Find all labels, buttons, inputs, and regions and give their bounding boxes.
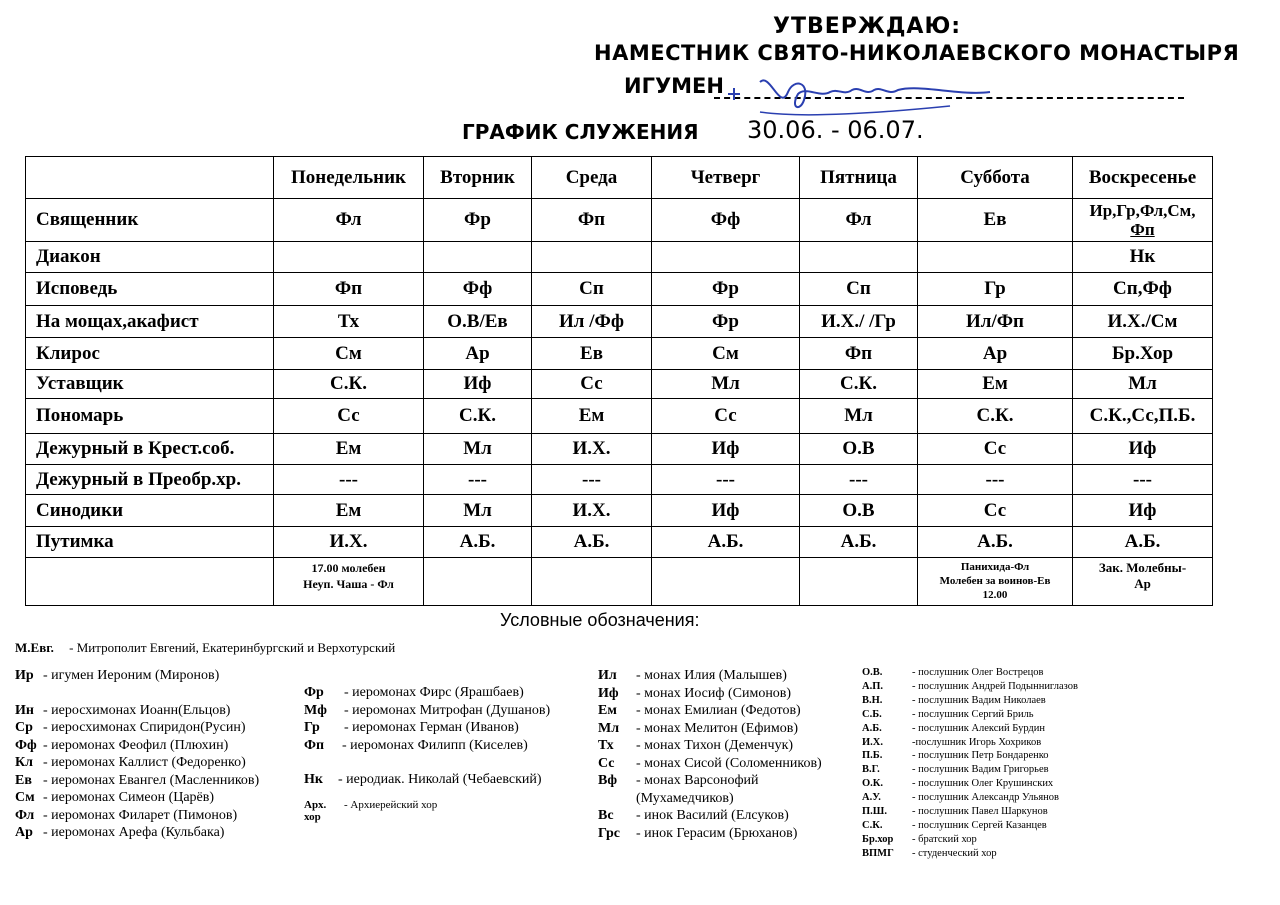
day-header: Вторник (424, 157, 532, 199)
legend-desc: - братский хор (912, 833, 977, 845)
table-cell (652, 242, 800, 273)
legend-desc: - послушник Сергий Бриль (912, 708, 1034, 720)
legend-desc: - послушник Павел Шаркунов (912, 806, 1048, 818)
legend-desc: - послушник Вадим Григорьев (912, 764, 1049, 776)
table-cell: Сс (918, 434, 1073, 465)
table-cell: И.Х./См (1073, 306, 1213, 338)
legend-item (15, 772, 259, 790)
schedule-title (462, 116, 924, 144)
legend-abbr: А.Б. (862, 722, 882, 734)
legend-desc: - иеромонах Фирс (Ярашбаев) (344, 685, 524, 700)
legend-desc: - монах Тихон (Деменчук) (636, 738, 794, 753)
legend-abbr: Тх (598, 738, 614, 753)
table-cell: О.В (800, 434, 918, 465)
legend-item (598, 685, 822, 703)
schedule-table (25, 156, 1213, 606)
legend-title: Условные обозначения: (500, 610, 700, 630)
table-row (26, 527, 1213, 558)
legend-abbr: ВПМГ (862, 847, 894, 859)
table-cell: См (652, 338, 800, 370)
legend-item (304, 702, 550, 720)
table-cell: Бр.Хор (1073, 338, 1213, 370)
table-notes-row (26, 558, 1213, 606)
legend-item (862, 666, 1078, 680)
row-label: Дежурный в Крест.соб. (26, 434, 274, 465)
legend-abbr: Сс (598, 755, 615, 771)
table-cell: Иф (652, 495, 800, 527)
legend-abbr: Иф (598, 685, 619, 701)
note-line: 12.00 (982, 589, 1008, 601)
legend-desc: - послушник Вадим Николаев (912, 694, 1046, 706)
legend-abbr: Нк (304, 772, 323, 787)
table-cell: Мл (1073, 370, 1213, 399)
legend-desc: - послушник Александр Ульянов (912, 792, 1059, 804)
table-row (26, 434, 1213, 465)
legend-item (598, 667, 822, 685)
table-cell: Иф (652, 434, 800, 465)
legend-desc: - иеромонах Митрофан (Душанов) (344, 702, 551, 718)
legend-item (15, 789, 259, 807)
table-cell: --- (1073, 465, 1213, 495)
table-cell: Фп (532, 199, 652, 242)
table-cell: См (274, 338, 424, 370)
legend-item (862, 847, 1078, 861)
table-cell: Сп (800, 273, 918, 306)
table-cell: Фр (652, 306, 800, 338)
legend-item (862, 763, 1078, 777)
row-label: На мощах,акафист (26, 306, 274, 338)
legend-abbr: Гр (304, 720, 320, 735)
table-cell: О.В (800, 495, 918, 527)
legend-desc: - послушник Петр Бондаренко (912, 750, 1049, 762)
legend-abbr: А.П. (862, 680, 883, 692)
table-cell: С.К. (800, 370, 918, 399)
legend-abbr: И.Х. (862, 736, 883, 748)
legend-desc: - монах Мелитон (Ефимов) (636, 720, 799, 736)
legend-desc: - иеромонах Филипп (Киселев) (342, 737, 528, 753)
legend-desc: - послушник Сергей Казанцев (912, 819, 1047, 831)
legend-abbr: Вф (598, 773, 618, 788)
legend-item (15, 737, 259, 755)
legend-abbr: См (15, 790, 35, 805)
legend-item (862, 833, 1078, 847)
legend-abbr: Кл (15, 755, 34, 770)
table-cell (532, 242, 652, 273)
table-cell: Тх (274, 306, 424, 338)
day-header: Четверг (652, 157, 800, 199)
legend-desc: - монах Варсонофий (636, 773, 759, 788)
table-cell: С.К. (424, 399, 532, 434)
legend-abbr: Ар (15, 825, 33, 840)
table-cell: Сс (918, 495, 1073, 527)
legend-item (862, 708, 1078, 722)
table-cell: Мл (424, 495, 532, 527)
legend-abbr: В.Н. (862, 694, 883, 706)
legend-abbr: М.Евг. (15, 640, 54, 655)
legend-abbr: Грс (598, 825, 621, 841)
table-cell: И.Х. (532, 495, 652, 527)
legend-abbr (598, 790, 636, 808)
legend-abbr-line: Арх. (304, 798, 327, 811)
legend-desc: - инок Герасим (Брюханов) (636, 825, 798, 841)
legend-abbr-line: хор (304, 810, 321, 823)
legend-metropolitan (15, 640, 395, 656)
table-cell: Ар (918, 338, 1073, 370)
legend-item (862, 805, 1078, 819)
note-line: Панихида-Фл (960, 561, 1030, 573)
legend-abbr: О.К. (862, 778, 884, 790)
table-cell: --- (532, 465, 652, 495)
legend-desc: - монах Илия (Малышев) (636, 668, 787, 683)
table-cell: И.Х./ /Гр (800, 306, 918, 338)
legend-abbr: Ир (15, 668, 34, 683)
table-cell: Нк (1073, 242, 1213, 273)
notes-empty-cell (800, 558, 918, 606)
legend-desc: - Архиерейский хор (344, 798, 438, 811)
table-cell: Мл (800, 399, 918, 434)
table-cell: Мл (424, 434, 532, 465)
saturday-note (918, 558, 1073, 606)
legend-desc: - послушник Андрей Подынниглазов (912, 680, 1078, 692)
table-cell: Ем (918, 370, 1073, 399)
table-row (26, 273, 1213, 306)
table-cell: Сс (532, 370, 652, 399)
legend-desc: - иеромонах Герман (Иванов) (344, 720, 519, 735)
legend-item (15, 719, 259, 737)
table-cell: А.Б. (424, 527, 532, 558)
table-cell (274, 242, 424, 273)
table-cell (424, 242, 532, 273)
legend-item (304, 684, 550, 702)
legend-item (862, 694, 1078, 708)
table-cell: Иф (424, 370, 532, 399)
legend-item (598, 702, 822, 720)
table-cell: Фл (800, 199, 918, 242)
legend-item (862, 749, 1078, 763)
approval-rank: ИГУМЕН (624, 74, 724, 98)
table-row (26, 338, 1213, 370)
table-cell: Сп,Фф (1073, 273, 1213, 306)
legend-abbr: Вс (598, 808, 614, 823)
legend-item (862, 722, 1078, 736)
legend-item (862, 819, 1078, 833)
table-cell: --- (918, 465, 1073, 495)
legend-desc: (Мухамедчиков) (636, 790, 734, 806)
table-cell: Ар (424, 338, 532, 370)
legend-desc: - послушник Олег Вострецов (912, 667, 1044, 678)
legend-abbr: С.К. (862, 819, 883, 831)
legend-abbr: Ср (15, 720, 33, 735)
legend-item (304, 737, 550, 755)
legend-item (862, 680, 1078, 694)
table-cell: А.Б. (918, 527, 1073, 558)
legend-item (598, 772, 822, 790)
table-row (26, 495, 1213, 527)
table-cell: С.К. (274, 370, 424, 399)
table-cell: Ил /Фф (532, 306, 652, 338)
legend-abbr: О.В. (862, 667, 883, 678)
table-cell: И.Х. (274, 527, 424, 558)
legend-item (598, 737, 822, 755)
table-cell: Фл (274, 199, 424, 242)
table-cell: А.Б. (532, 527, 652, 558)
row-label: Путимка (26, 527, 274, 558)
table-row (26, 370, 1213, 399)
legend-desc: - монах Емилиан (Федотов) (636, 703, 801, 718)
note-line: 17.00 молебен (311, 561, 386, 575)
table-cell-line: Фп (1130, 220, 1155, 239)
table-cell: --- (274, 465, 424, 495)
legend-desc: - иеромонах Арефа (Кульбака) (43, 825, 225, 840)
row-label: Клирос (26, 338, 274, 370)
schedule-period: 30.06. - 06.07. (747, 116, 924, 144)
legend-abbr: Ем (598, 703, 617, 718)
legend-abbr: Фп (304, 737, 325, 753)
table-cell: --- (424, 465, 532, 495)
table-cell: О.В/Ев (424, 306, 532, 338)
legend-desc: - Митрополит Евгений, Екатеринбургский и Верхотурский (69, 640, 396, 655)
table-row (26, 306, 1213, 338)
table-cell: Фр (424, 199, 532, 242)
notes-empty-cell (424, 558, 532, 606)
legend-desc: - студенческий хор (912, 847, 997, 859)
legend-column-1 (15, 667, 259, 842)
table-row (26, 399, 1213, 434)
table-cell: Фф (424, 273, 532, 306)
legend-abbr: Ил (598, 668, 617, 683)
table-cell: Фп (800, 338, 918, 370)
legend-item (598, 755, 822, 773)
table-cell: --- (652, 465, 800, 495)
note-line: Неуп. Чаша - Фл (303, 577, 394, 591)
legend-item (15, 702, 259, 720)
legend-desc: - иеросхимонах Спиридон(Русин) (43, 720, 246, 735)
legend-desc: - иеромонах Феофил (Плюхин) (43, 737, 229, 753)
legend-item (304, 799, 550, 823)
notes-empty-cell (652, 558, 800, 606)
table-row (26, 242, 1213, 273)
table-cell-line: Ир,Гр,Фл,См, (1089, 201, 1196, 220)
row-label: Диакон (26, 242, 274, 273)
table-cell: Фп (274, 273, 424, 306)
legend-column-4 (862, 666, 1078, 861)
table-cell: А.Б. (652, 527, 800, 558)
legend-abbr: С.Б. (862, 708, 882, 720)
table-cell (800, 242, 918, 273)
legend-item (15, 807, 259, 825)
table-cell: Сп (532, 273, 652, 306)
legend-abbr: П.Б. (862, 750, 883, 762)
table-cell: Ем (532, 399, 652, 434)
table-cell: С.К. (918, 399, 1073, 434)
table-row (26, 465, 1213, 495)
legend-abbr: Ин (15, 702, 34, 718)
note-line: Молебен за воинов-Ев (939, 575, 1051, 587)
legend-desc: - послушник Олег Крушинских (912, 778, 1054, 790)
sunday-note (1073, 558, 1213, 606)
legend-item (598, 790, 822, 808)
table-cell: --- (800, 465, 918, 495)
legend-item (598, 807, 822, 825)
day-header: Воскресенье (1073, 157, 1213, 199)
legend-desc: - послушник Алексий Бурдин (912, 722, 1046, 734)
notes-empty-cell (532, 558, 652, 606)
legend-item (15, 667, 259, 685)
row-label: Исповедь (26, 273, 274, 306)
legend-desc: - иеромонах Евангел (Масленников) (43, 772, 260, 788)
legend-item (598, 720, 822, 738)
table-header-row (26, 157, 1213, 199)
signature-icon (720, 62, 1000, 122)
legend-desc: - игумен Иероним (Миронов) (43, 668, 220, 683)
day-header: Среда (532, 157, 652, 199)
legend-item (862, 777, 1078, 791)
legend-desc: - иеродиак. Николай (Чебаевский) (338, 772, 542, 787)
schedule-title-label: ГРАФИК СЛУЖЕНИЯ (462, 120, 699, 144)
legend-desc: -послушник Игорь Хохриков (912, 736, 1042, 748)
table-cell: Ев (918, 199, 1073, 242)
legend-desc: - инок Василий (Елсуков) (636, 808, 789, 823)
legend-abbr: Ев (15, 772, 32, 788)
day-header: Пятница (800, 157, 918, 199)
table-cell: Иф (1073, 434, 1213, 465)
legend-abbr: Мф (304, 702, 327, 718)
legend-desc: - иеромонах Каллист (Федоренко) (43, 755, 246, 770)
monday-note (274, 558, 424, 606)
approval-position: НАМЕСТНИК СВЯТО-НИКОЛАЕВСКОГО МОНАСТЫРЯ (594, 41, 1240, 65)
legend-desc: - монах Иосиф (Симонов) (636, 685, 792, 701)
header-empty-cell (26, 157, 274, 199)
table-cell: Фр (652, 273, 800, 306)
table-cell: С.К.,Сс,П.Б. (1073, 399, 1213, 434)
table-cell: Ем (274, 434, 424, 465)
legend-abbr: Фр (304, 685, 324, 700)
legend-item (304, 719, 550, 737)
legend-desc: - иеросхимонах Иоанн(Ельцов) (43, 702, 231, 718)
notes-empty-cell (26, 558, 274, 606)
legend-desc: - монах Сисой (Соломенников) (636, 755, 822, 771)
legend-desc: - иеромонах Симеон (Царёв) (43, 790, 215, 805)
table-cell: Сс (652, 399, 800, 434)
row-label: Дежурный в Преобр.хр. (26, 465, 274, 495)
table-cell: Гр (918, 273, 1073, 306)
table-cell: И.Х. (532, 434, 652, 465)
table-cell: Ем (274, 495, 424, 527)
legend-item (862, 791, 1078, 805)
legend-abbr: Бр.хор (862, 833, 894, 845)
note-line: Зак. Молебны- (1098, 560, 1187, 575)
legend-item (15, 754, 259, 772)
legend-abbr: П.Ш. (862, 806, 887, 818)
table-cell: Ил/Фп (918, 306, 1073, 338)
legend-abbr: Мл (598, 720, 620, 736)
legend-item (304, 771, 550, 789)
legend-column-2 (304, 684, 550, 823)
table-cell: Сс (274, 399, 424, 434)
table-cell (1073, 199, 1213, 242)
table-cell (918, 242, 1073, 273)
row-label: Священник (26, 199, 274, 242)
note-line: Ар (1134, 576, 1151, 591)
row-label: Пономарь (26, 399, 274, 434)
table-cell: Мл (652, 370, 800, 399)
table-cell: Ев (532, 338, 652, 370)
row-label: Синодики (26, 495, 274, 527)
table-cell: А.Б. (1073, 527, 1213, 558)
day-header: Суббота (918, 157, 1073, 199)
legend-item (862, 736, 1078, 750)
legend-abbr: А.У. (862, 792, 881, 804)
table-cell: А.Б. (800, 527, 918, 558)
legend-abbr (304, 799, 344, 823)
approval-heading: УТВЕРЖДАЮ: (773, 14, 962, 39)
legend-item (598, 825, 822, 843)
table-cell: Фф (652, 199, 800, 242)
legend-item (15, 824, 259, 842)
legend-column-3 (598, 667, 822, 842)
legend-desc: - иеромонах Филарет (Пимонов) (43, 807, 238, 823)
table-row (26, 199, 1213, 242)
legend-abbr: Фл (15, 807, 35, 823)
row-label: Уставщик (26, 370, 274, 399)
day-header: Понедельник (274, 157, 424, 199)
table-cell: Иф (1073, 495, 1213, 527)
legend-abbr: Фф (15, 737, 37, 753)
legend-abbr: В.Г. (862, 764, 880, 776)
